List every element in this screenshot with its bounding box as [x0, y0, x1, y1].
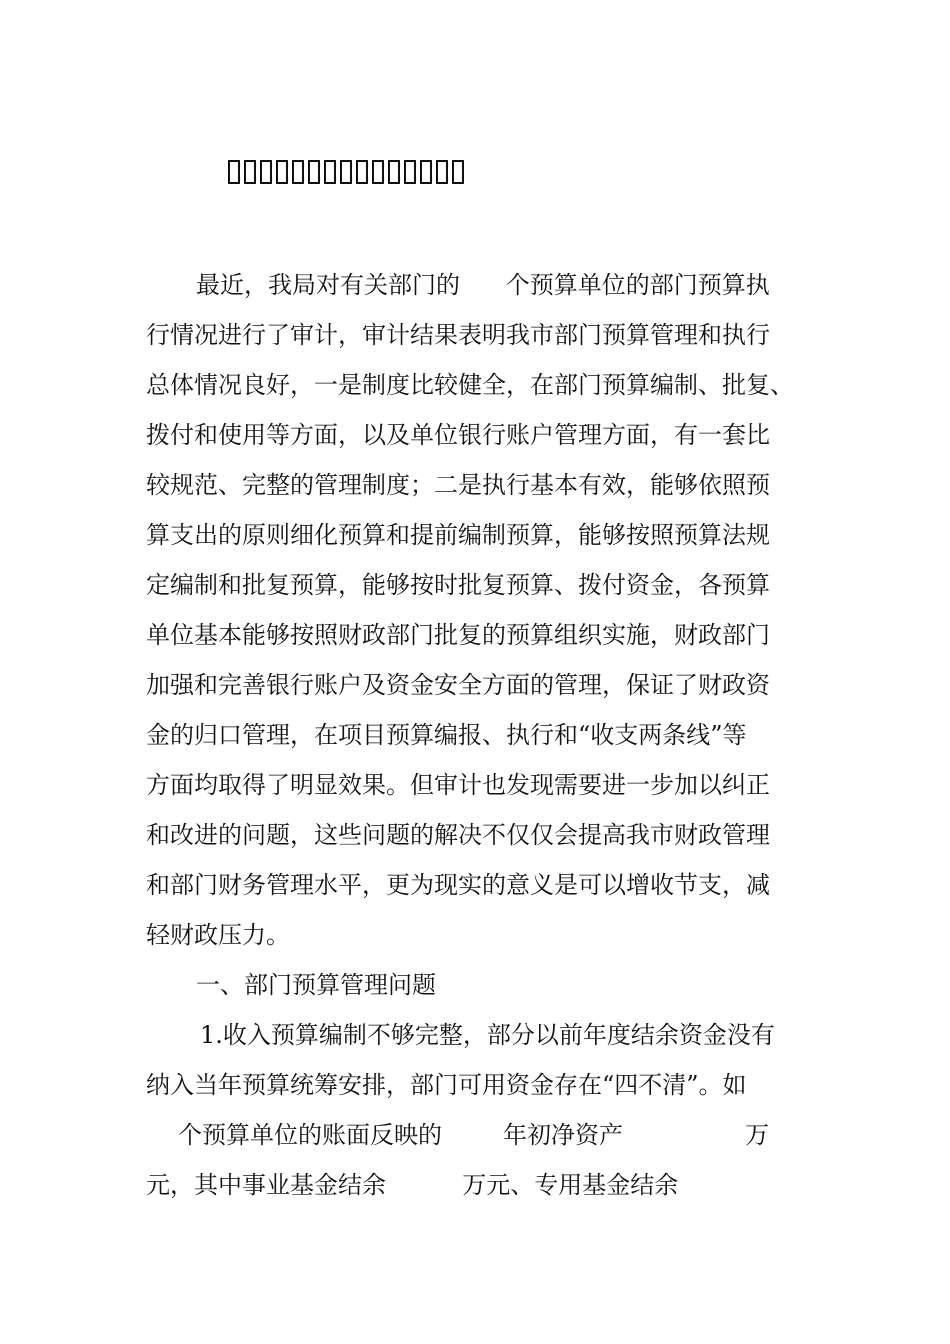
title-glyph — [260, 160, 272, 184]
body-line: 元，其中事业基金结余 万元、专用基金结余 — [146, 1171, 679, 1199]
title-glyph — [324, 160, 336, 184]
title-glyph — [356, 160, 368, 184]
body-line: 1.收入预算编制不够完整，部分以前年度结余资金没有 — [200, 1021, 775, 1049]
document-title — [228, 160, 464, 190]
body-line: 轻财政压力。 — [146, 921, 290, 949]
body-line: 拨付和使用等方面，以及单位银行账户管理方面，有一套比 — [146, 421, 770, 449]
title-glyph — [436, 160, 448, 184]
title-glyph — [244, 160, 256, 184]
body-line: 和改进的问题，这些问题的解决不仅仅会提高我市财政管理 — [146, 821, 770, 849]
title-glyph — [404, 160, 416, 184]
body-line: 和部门财务管理水平，更为现实的意义是可以增收节支，减 — [146, 871, 770, 899]
body-line: 行情况进行了审计，审计结果表明我市部门预算管理和执行 — [146, 321, 770, 349]
title-glyph — [420, 160, 432, 184]
body-line: 定编制和批复预算，能够按时批复预算、拨付资金，各预算 — [146, 571, 770, 599]
body-line: 个预算单位的账面反映的 年初净资产 万 — [178, 1121, 770, 1149]
body-line: 总体情况良好，一是制度比较健全，在部门预算编制、批复、 — [146, 371, 794, 399]
body-line: 纳入当年预算统筹安排，部门可用资金存在“四不清”。如 — [146, 1071, 747, 1099]
body-line: 方面均取得了明显效果。但审计也发现需要进一步加以纠正 — [146, 771, 770, 799]
title-glyph — [276, 160, 288, 184]
title-glyph — [292, 160, 304, 184]
title-glyph — [372, 160, 384, 184]
title-glyph — [228, 160, 240, 184]
body-line: 加强和完善银行账户及资金安全方面的管理，保证了财政资 — [146, 671, 770, 699]
title-glyph — [308, 160, 320, 184]
body-line: 算支出的原则细化预算和提前编制预算，能够按照预算法规 — [146, 521, 770, 549]
body-line: 较规范、完整的管理制度；二是执行基本有效，能够依照预 — [146, 471, 770, 499]
body-line: 金的归口管理，在项目预算编报、执行和“收支两条线”等 — [146, 721, 747, 749]
body-line: 最近，我局对有关部门的 个预算单位的部门预算执 — [196, 271, 770, 299]
title-glyph — [340, 160, 352, 184]
title-glyph — [452, 160, 464, 184]
title-glyph — [388, 160, 400, 184]
body-line: 一、部门预算管理问题 — [196, 971, 436, 999]
body-line: 单位基本能够按照财政部门批复的预算组织实施，财政部门 — [146, 621, 770, 649]
